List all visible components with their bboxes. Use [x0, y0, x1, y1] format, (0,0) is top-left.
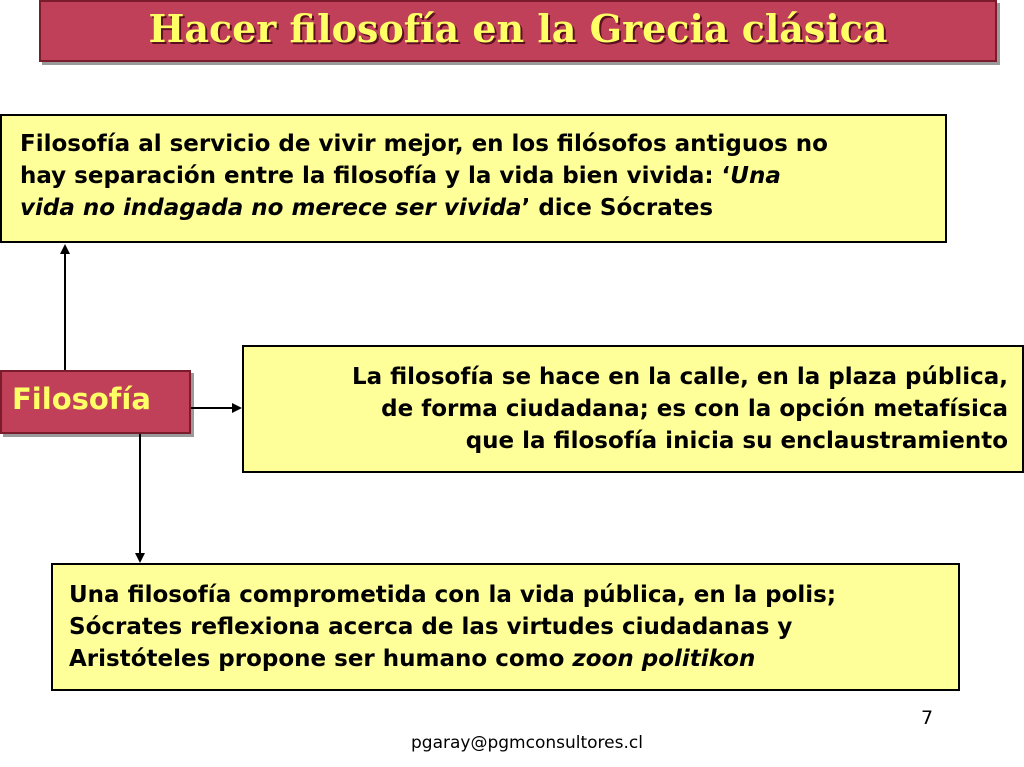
- top-box-line-1: Filosofía al servicio de vivir mejor, en los filósofos antiguos no: [20, 131, 828, 157]
- footer-email: pgaray@pgmconsultores.cl: [411, 733, 643, 753]
- bottom-box-line-3-text: Aristóteles propone ser humano como: [69, 646, 573, 672]
- right-box-line-3: que la filosofía inicia su enclaustramiento: [465, 428, 1008, 454]
- top-box-quote-end: vida no indagada no merece ser vivida: [20, 195, 522, 221]
- filosofia-label: Filosofía: [12, 382, 151, 416]
- right-box-line-1: La filosofía se hace en la calle, en la plaza pública,: [351, 364, 1008, 390]
- top-box-quote-start: Una: [730, 163, 781, 189]
- page-number: 7: [921, 707, 934, 729]
- top-box-line-2-text: hay separación entre la filosofía y la vida bien vivida: ‘: [20, 163, 731, 189]
- slide-title: Hacer filosofía en la Grecia clásica: [148, 6, 888, 51]
- bottom-box-line-1: Una filosofía comprometida con la vida pública, en la polis;: [69, 582, 837, 608]
- top-box-line-3-text: ’ dice Sócrates: [521, 195, 714, 221]
- zoon-politikon-term: zoon politikon: [572, 646, 756, 672]
- bottom-box-line-2: Sócrates reflexiona acerca de las virtudes ciudadanas y: [69, 614, 793, 640]
- right-box-line-2: de forma ciudadana; es con la opción metafísica: [381, 396, 1008, 422]
